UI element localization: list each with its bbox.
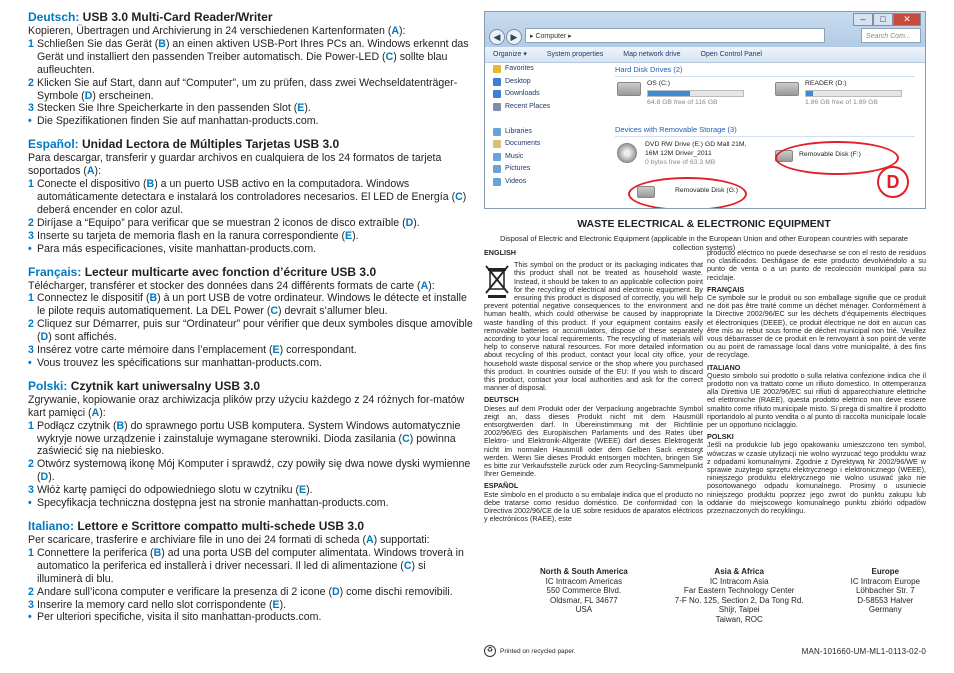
step-1: 1 Conecte el dispositivo (B) a un puerto USB activo en la computadora. Windows automáticamente detectara e instalará los controladores necesarios. El LED de Energía (C) deberá encender en color azul. (28, 178, 467, 216)
recycled-text: Printed on recycled paper. (500, 647, 576, 655)
spec-note: • Vous trouvez les spécifications sur manhattan-products.com. (28, 356, 322, 369)
folder-icon (493, 178, 501, 186)
section-intro: Per scaricare, trasferire e archiviare file in uno dei 24 formati di scheda (A) supportati: (28, 534, 430, 546)
maximize-button[interactable]: □ (873, 13, 893, 26)
nav-item[interactable]: Favorites (485, 63, 609, 76)
weee-title: WASTE ELECTRICAL & ELECTRONIC EQUIPMENT (577, 218, 831, 230)
weee-column-1: ENGLISH This symbol on the product or its packaging indicates that this product shall not be treated as household waste. Instead, it should be taken to an applicable collection point for the recycling of electrical and electronic equipment. By ensuring this product is disposed of correctly, you will help prevent potential negative consequences to the environment and human health, which could otherwise be caused by inappropriate waste handling of this product. If your equipment contains easily removable batteries or accumulators, dispose of these separately according to your local requirements. The recycling of materials will help to conserve natural resources. For more detailed information about recycling of this product, contact your local city office, your household waste disposal service or the shop where you purchased this product. In countries outside of the EU: If you wish to discard this product, contact your local authorities and ask for the correct manner of disposal. DEUTSCH Dieses auf dem Produkt oder der Verpackung angebrachte Symbol zeigt an, dass dieses Produkt nicht mit dem Hausmüll entsorgtwerden darf. In Übereinstimmung mit der Richtlinie 2002/96/EG des Europäischen Parlaments und des Rates über Elektro- und Elektronik-Altgeräte (WEEE) darf dieses Elektrogerät nicht im normalen Hausmüll oder dem Gelben Sack entsorgt werden. Wenn Sie dieses Produkt entsorgen möchten, bringen Sie es bitte zur Verkaufsstelle zurück oder zum Recycling-Sammelpunkt Ihrer Gemeinde. ESPAÑOL Este símbolo en el producto o su embalaje indica que el producto no debe tratarse como residuo doméstico. De conformidad con la Directiva 2002/96/CE de la UE sobre residuos de aparatos eléctricos y electrónicos (RAEE), este (484, 248, 703, 524)
section-intro: Kopieren, Übertragen und Archivierung in 24 verschiedenen Kartenformaten (A): (28, 25, 406, 37)
usage-bar (647, 90, 744, 97)
section-heading: Italiano: Lettore e Scrittore compatto multi-schede USB 3.0 (28, 519, 365, 533)
weee-paragraph: Jeśli na produkcie lub jego opakowaniu umieszczono ten symbol, wówczas w czasie utylizacji nie wolno wyrzucać tego produktu wraz z odpadami komunalnymi. Zgodnie z Dyrektywą Nr 2002/96/WE w sprawie zużytego sprzętu elektrycznego i elektronicznego (WEEE), niniejszego produktu elektrycznego nie wolno usuwać jako nie posortowanego odpadu komunalnego. Prosimy o usuniecie niniejszego produktu poprzez jego zwrot do punktu zakupu lub oddanie do miejscowego komunalnego punktu zbiórki odpadów przeznaczonych do recyklingu. (707, 440, 926, 516)
weee-lang-heading: ESPAÑOL (484, 481, 519, 491)
drive-label: Removable Disk (G:) (675, 187, 739, 194)
search-input[interactable]: Search Com... (861, 28, 921, 43)
toolbar-button[interactable]: Map network drive (623, 51, 681, 58)
drive-reader-d[interactable] (775, 79, 902, 107)
instructions-column (28, 10, 473, 633)
dvd-free-space: 0 bytes free of 63.3 MB (645, 159, 716, 166)
nav-item[interactable]: Videos (485, 176, 609, 189)
section-intro: Zgrywanie, kopiowanie oraz archiwizacja plików przy użyciu każdego z 24 różnych for-matów kart pamięci (A): (28, 393, 465, 419)
nav-item (485, 113, 609, 126)
spec-note: • Per ulteriori specifiche, visita il sito manhattan-products.com. (28, 611, 322, 624)
section-1 (28, 137, 473, 255)
weee-paragraph: Ce symbole sur le produit ou son emballage signifie que ce produit ne doit pas être traité comme un déchet ménager. Conformément à la Directive 2002/96/EC sur les déchets d’équipements électriques et électroniques (DEEE), ce produit électrique ne doit en aucun cas être mis au rebut sous forme de déchet municipal non trié. Veuillez vous débarrasser de ce produit en le renvoyant à son point de vente ou au point de ramassage local dans votre municipalité, à des fins de recyclage. (707, 293, 926, 360)
forward-icon[interactable]: ▶ (506, 29, 522, 45)
weee-lang-heading: FRANÇAIS (707, 284, 745, 294)
toolbar-button[interactable]: System properties (546, 51, 604, 58)
section-2 (28, 265, 473, 370)
step-2: 2 Klicken Sie auf Start, dann auf “Computer”, um zu prüfen, dass zwei Wechseldatenträger-Symbole (D) erscheinen. (28, 76, 458, 102)
drive-label: OS (C:) (647, 80, 671, 87)
folder-icon (493, 140, 501, 148)
step-2: 2 Cliquez sur Démarrer, puis sur “Ordinateur” pour vérifier que deux symboles disque amovible (D) sont affichés. (28, 318, 473, 344)
nav-item[interactable]: Desktop (485, 76, 609, 89)
dvd-label: DVD RW Drive (E:) GD Mall 21M, (645, 141, 747, 148)
weee-lang-heading: ITALIANO (707, 362, 741, 372)
nav-item[interactable]: Downloads (485, 88, 609, 101)
address: Asia & Africa IC Intracom Asia Far Eastern Technology Center 7-F No. 125, Section 2, Da Tong Rd. Shijr, Taipei Taiwan, ROC (674, 567, 804, 624)
highlight-circle-f (775, 141, 899, 175)
nav-item[interactable]: Recent Places (485, 101, 609, 114)
drive-label: READER (D:) (805, 80, 847, 87)
toolbar-button[interactable]: Organize ▾ (493, 51, 527, 58)
dvd-label-2: 16M 12M Driver_2011 (645, 150, 712, 157)
address-block (540, 567, 920, 624)
section-intro: Télécharger, transférer et stocker des données dans 24 différents formats de carte (A): (28, 279, 435, 292)
step-3: 3 Insérez votre carte mémoire dans l’emplacement (E) correspondant. (28, 344, 357, 357)
window-controls (853, 13, 921, 26)
drive-free-space: 1.86 GB free of 1.99 GB (805, 99, 878, 106)
nav-item[interactable]: Documents (485, 138, 609, 151)
weee-lang-heading: DEUTSCH (484, 395, 519, 405)
drive-os-c[interactable] (617, 79, 744, 107)
folder-icon (493, 128, 501, 136)
weee-paragraph: producto eléctrico no puede desecharse se con el resto de residuos no clasificados. Deshágase de este producto devolviéndolo a su punto de venta o a un punto de recolección municipal para su reciclaje. (707, 248, 926, 282)
section-3 (28, 379, 473, 510)
callout-d-label: D (877, 166, 909, 198)
step-1: 1 Connectez le dispositif (B) à un port USB de votre ordinateur. Windows le détecte et installe le pilote requis automatiquement. La DEL Power (C) devrait s’allumer bleu. (28, 292, 467, 318)
weee-paragraph: Dieses auf dem Produkt oder der Verpackung angebrachte Symbol zeigt an, dass dieses Produkt nicht mit dem Hausmüll entsorgtwerden darf. In Übereinstimmung mit der Richtlinie 2002/96/EG des Europäischen Parlaments und des Rates über Elektro- und Elektronik-Altgeräte (WEEE) darf dieses Elektrogerät nicht im normalen Hausmüll oder dem Gelben Sack entsorgt werden. Wenn Sie dieses Produkt entsorgen möchten, bringen Sie es bitte zur Verkaufsstelle zurück oder zum Recycling-Sammelpunkt Ihrer Gemeinde. (484, 403, 703, 479)
folder-icon (493, 65, 501, 73)
folder-icon (493, 78, 501, 86)
step-3: 3 Inserire la memory card nello slot corrispondente (E). (28, 598, 287, 611)
drive-free-space: 64.8 GB free of 116 GB (647, 99, 718, 106)
drive-dvd-e[interactable] (617, 140, 746, 167)
step-1: 1 Connettere la periferica (B) ad una porta USB del computer alimentata. Windows troverà in automatico la periferica ed installerà i driver necessari. Il led di alimentazione (C) si illuminerà di blu. (28, 546, 464, 585)
address: North & South America IC Intracom Americas 550 Commerce Blvd. Oldsmar, FL 34677 USA (540, 567, 628, 614)
close-button[interactable]: ✕ (893, 13, 921, 26)
hard-drive-icon (617, 82, 641, 96)
folder-icon (493, 153, 501, 161)
group-removable-storage: Devices with Removable Storage (3) (615, 123, 915, 137)
spec-note: • Die Spezifikationen finden Sie auf manhattan-products.com. (28, 115, 319, 128)
drive-label: Removable Disk (F:) (799, 151, 861, 158)
highlight-circle-g (628, 177, 747, 209)
section-heading: Deutsch: USB 3.0 Multi-Card Reader/Writer (28, 10, 273, 24)
section-intro: Para descargar, transferir y guardar archivos en cualquiera de los 24 formatos de tarjeta soportados (A): (28, 152, 442, 178)
navigation-pane (485, 63, 609, 208)
drive-list (615, 63, 925, 208)
recycled-note (484, 645, 576, 657)
minimize-button[interactable]: – (853, 13, 873, 26)
weee-column-2 (707, 249, 926, 519)
recycle-icon: ♻ (484, 645, 496, 657)
step-1: 1 Podłącz czytnik (B) do sprawnego portu USB komputera. System Windows automatycznie wykryje nowe urządzenie i zainstaluje wymagane sterowniki. Dioda zasilania (C) powinna zaświecić się na niebiesko. (28, 419, 461, 458)
command-toolbar (485, 47, 925, 63)
folder-icon (493, 165, 501, 173)
dvd-icon (617, 143, 637, 163)
weee-lang-heading: ENGLISH (484, 248, 516, 257)
window-titlebar (485, 12, 925, 47)
weee-paragraph: Este símbolo en el producto o su embalaje indica que el producto no debe tratarse como residuo doméstico. De conformidad con la Directiva 2002/96/CE de la UE sobre residuos de aparatos eléctricos y electrónicos (RAEE), este (484, 489, 703, 524)
step-2: 2 Diríjase a “Equipo” para verificar que se muestran 2 iconos de disco extraíble (D). (28, 216, 420, 229)
spec-note: • Para más especificaciones, visite manhattan-products.com. (28, 242, 317, 255)
weee-lang-heading: POLSKI (707, 432, 734, 442)
step-2: 2 Otwórz systemową ikonę Mój Komputer i sprawdź, czy powiły się dwa nowe dyski wymienne (D). (28, 458, 471, 484)
spec-note: • Specyfikacja techniczna dostępna jest na stronie manhattan-products.com. (28, 497, 389, 510)
section-heading: Français: Lecteur multicarte avec fonction d’écriture USB 3.0 (28, 264, 377, 279)
nav-item[interactable]: Music (485, 151, 609, 164)
document-number: MAN-101660-UM-ML1-0113-02-0 (801, 647, 926, 656)
folder-icon (493, 103, 501, 111)
address-bar[interactable]: ▸ Computer ▸ (525, 28, 825, 43)
nav-item[interactable]: Libraries (485, 126, 609, 139)
step-2: 2 Andare sull’icona computer e verificare la presenza di 2 icone (D) come dischi removibili. (28, 585, 453, 598)
crossed-bin-icon (484, 263, 510, 299)
hard-drive-icon (775, 82, 799, 96)
toolbar-button[interactable]: Open Control Panel (700, 51, 762, 58)
step-3: 3 Inserte su tarjeta de memoria flash en la ranura correspondiente (E). (28, 229, 359, 242)
explorer-window (484, 11, 926, 209)
address: Europe IC Intracom Europe Löhbacher Str. 7 D-58553 Halver Germany (850, 567, 920, 614)
step-1: 1 Schließen Sie das Gerät (B) an einen aktiven USB-Port Ihres PCs an. Windows erkennt das Gerät und installiert den passenden Treiber automatisch. Die Power-LED (C) sollte blau aufleuchten. (28, 37, 469, 76)
section-0 (28, 10, 473, 128)
folder-icon (493, 90, 501, 98)
step-3: 3 Stecken Sie Ihre Speicherkarte in den passenden Slot (E). (28, 102, 311, 115)
group-hard-disk-drives: Hard Disk Drives (2) (615, 63, 915, 77)
nav-item[interactable]: Pictures (485, 163, 609, 176)
section-heading: Polski: Czytnik kart uniwersalny USB 3.0 (28, 378, 261, 393)
step-3: 3 Włóż kartę pamięci do odpowiedniego slotu w czytniku (E). (28, 484, 313, 497)
weee-paragraph: Questo simbolo sui prodotto o sulla relativa confezione indica che il prodotto non va trattato come un rifiuto domestico. In ottemperanza alla Direttiva UE 2002/96/EC sui rifiuti di apparecchiature elettriche ed elettroniche (RAEE), questa prodotto elettrico non deve essere smaltito come rifiuto municipale misto. Si prega di smaltire il prodotto riportandolo al punto vendita o al punto di raccolta municipale locale per un opportuno riciclaggio. (707, 370, 926, 430)
weee-subtitle: Disposal of Electric and Electronic Equipment (applicable in the European Union and other European countries with separate collection systems) (500, 234, 908, 252)
back-icon[interactable]: ◀ (489, 29, 505, 45)
section-4 (28, 519, 473, 624)
usage-bar (805, 90, 902, 97)
section-heading: Español: Unidad Lectora de Múltiples Tarjetas USB 3.0 (28, 137, 340, 152)
